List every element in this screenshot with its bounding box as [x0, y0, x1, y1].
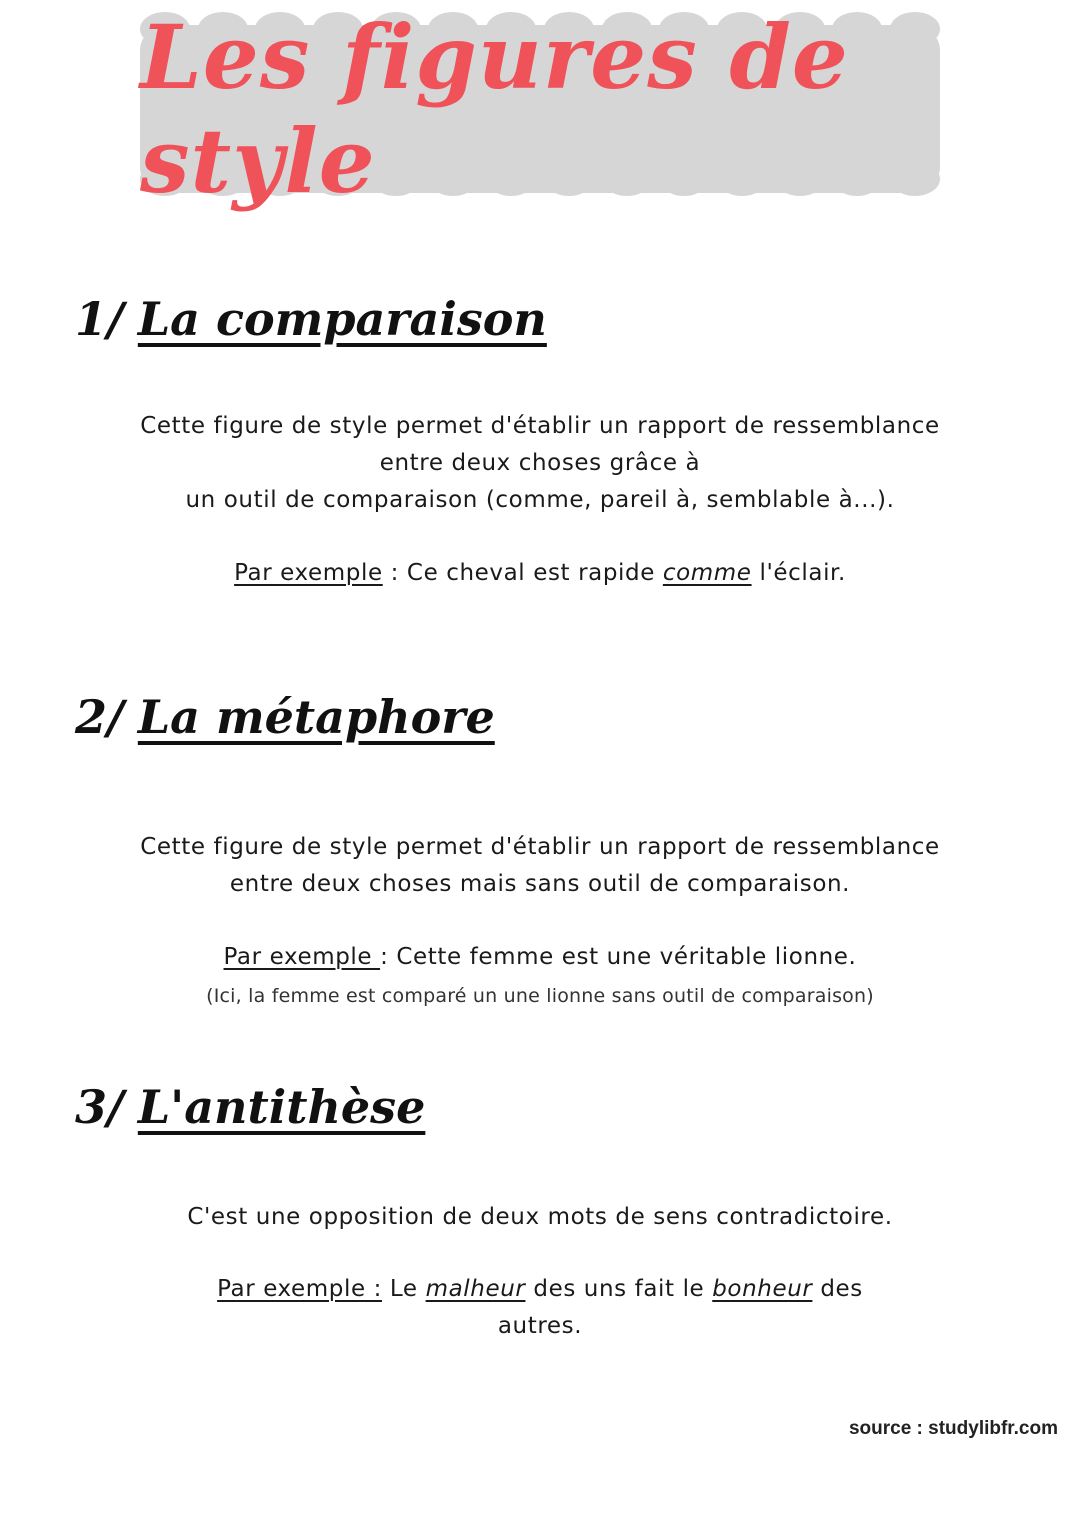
example-separator: :	[382, 560, 407, 586]
section-title: La métaphore	[137, 690, 495, 744]
section-title: L'antithèse	[137, 1080, 426, 1134]
example-text: Ce cheval est rapide	[406, 560, 663, 586]
definition-line: Cette figure de style permet d'établir un rapport de ressemblance	[140, 413, 940, 439]
section-number: 2/	[75, 690, 124, 744]
example-line-continued: autres.	[497, 1313, 583, 1339]
example-note: (Ici, la femme est comparé un une lionne sans outil de comparaison)	[206, 985, 874, 1007]
example-separator: :	[380, 944, 397, 970]
definition-line: Cette figure de style permet d'établir un rapport de ressemblance	[140, 834, 940, 860]
example-text: l'éclair.	[751, 560, 846, 586]
example-label: Par exemple :	[217, 1276, 382, 1302]
example-highlight: comme	[662, 560, 752, 586]
example-text: Le	[382, 1276, 426, 1302]
example-highlight: bonheur	[712, 1276, 813, 1302]
section-title: La comparaison	[137, 292, 547, 346]
section-heading-comparaison	[75, 292, 547, 346]
section-number: 3/	[75, 1080, 124, 1134]
section-heading-metaphore	[75, 690, 495, 744]
example-line	[0, 1276, 1080, 1302]
example-label: Par exemple	[223, 944, 381, 970]
example-text: des uns fait le	[525, 1276, 713, 1302]
example-text: des	[812, 1276, 863, 1302]
definition-line: un outil de comparaison (comme, pareil à, semblable à...).	[185, 487, 895, 513]
source-credit: source : studylibfr.com	[848, 1418, 1058, 1439]
section-number: 1/	[75, 292, 124, 346]
page-title: Les figures de style	[140, 5, 849, 213]
example-text: Cette femme est une véritable lionne.	[396, 944, 857, 970]
example-label: Par exemple	[234, 560, 383, 586]
section-heading-antithese	[75, 1080, 425, 1134]
example-line	[0, 944, 1080, 970]
example-line	[0, 560, 1080, 586]
definition-line: entre deux choses grâce à	[379, 450, 701, 476]
definition-line: entre deux choses mais sans outil de comparaison.	[229, 871, 851, 897]
example-highlight: malheur	[425, 1276, 526, 1302]
definition-line: C'est une opposition de deux mots de sens contradictoire.	[187, 1204, 893, 1230]
